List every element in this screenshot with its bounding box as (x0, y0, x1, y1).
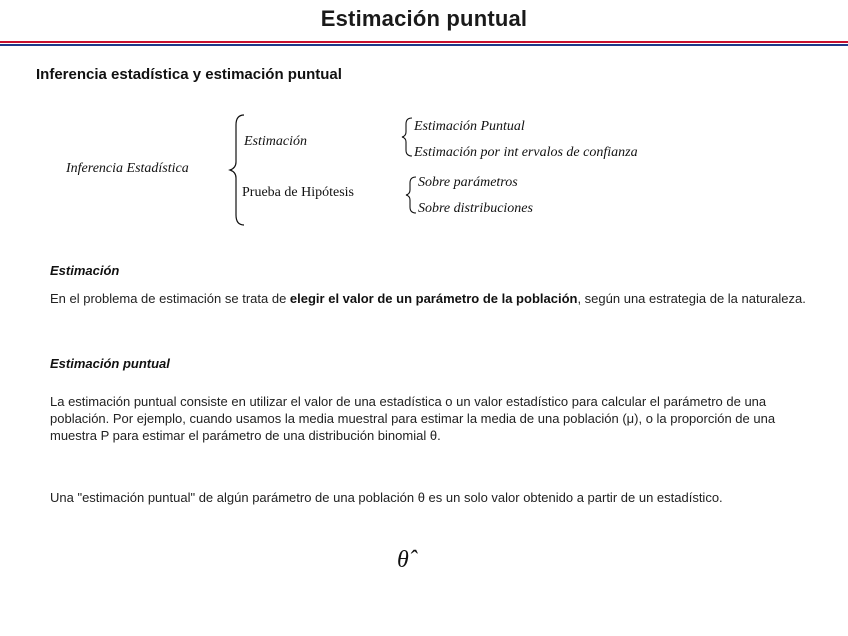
diagram-leaf-distribuciones: Sobre distribuciones (418, 201, 533, 216)
diagram-root-label: Inferencia Estadística (66, 161, 189, 176)
header-rule-blue (0, 44, 848, 46)
diagram-branch-prueba: Prueba de Hipótesis (242, 185, 354, 200)
section-heading: Inferencia estadística y estimación puntual (36, 66, 342, 83)
estimacion-paragraph (50, 290, 820, 307)
brace-estimacion (402, 118, 412, 156)
diagram-leaf-intervalos: Estimación por int ervalos de confianza (414, 145, 638, 160)
brace-prueba (406, 177, 416, 213)
estimacion-text-after: , según una estrategia de la naturaleza. (577, 291, 806, 306)
estimacion-heading: Estimación (50, 263, 120, 278)
estimacion-puntual-heading: Estimación puntual (50, 356, 170, 371)
page-title: Estimación puntual (320, 6, 528, 31)
diagram-leaf-puntual: Estimación Puntual (414, 119, 525, 134)
estimacion-puntual-paragraph-2: Una "estimación puntual" de algún parámetro de una población θ es un solo valor obtenido a partir de un estadístico. (50, 490, 723, 505)
estimacion-text-bold: elegir el valor de un parámetro de la población (289, 291, 578, 306)
estimacion-text-before: En el problema de estimación se trata de (50, 291, 290, 306)
brace-main (230, 115, 244, 225)
header-rule-red (0, 41, 848, 43)
theta-hat-symbol: θ̂ (397, 547, 409, 573)
diagram-branch-estimacion: Estimación (244, 134, 307, 149)
estimacion-puntual-paragraph-1: La estimación puntual consiste en utilizar el valor de una estadística o un valor estadístico para calcular el parámetro de una población. Por ejemplo, cuando usamos la media muestral para estimar la media de una población (μ), o la proporción de una muestra P para estimar el parámetro de una distribución binomial θ. (50, 394, 776, 443)
diagram-leaf-parametros: Sobre parámetros (418, 175, 518, 190)
